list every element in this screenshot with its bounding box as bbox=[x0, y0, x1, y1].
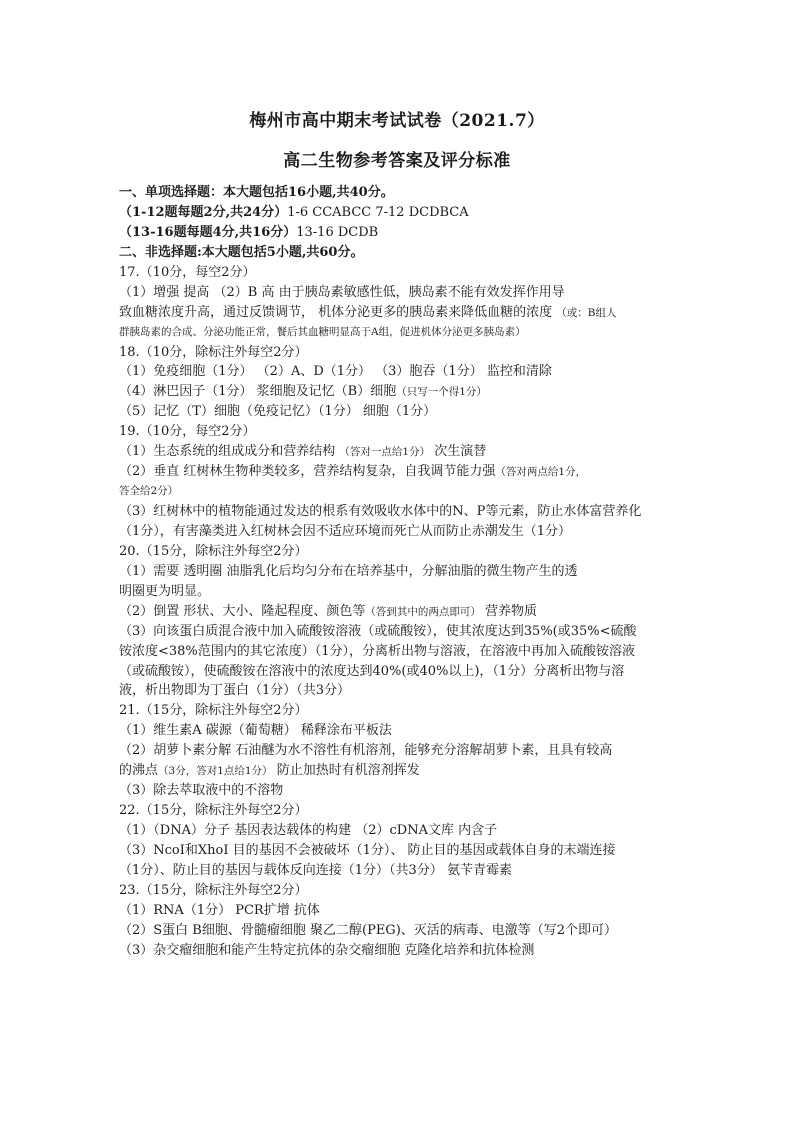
q21-heading: 21.（15分，除标注外每空2分） bbox=[119, 703, 308, 719]
q20-line3-text: （2）倒置 形状、大小、隆起程度、颜色等 bbox=[119, 603, 366, 619]
q18-line2-note: （只写一个得1分） bbox=[396, 386, 487, 399]
q20-line5: 铵浓度<38%范围内的其它浓度）（1分），分离析出物与溶液，在溶液中再加入硫酸铵溶液 bbox=[119, 643, 636, 659]
q21-line3-note: （3分，答对1点给1分） bbox=[158, 765, 273, 778]
q18-line1: （1）免疫细胞（1分） （2）A、D（1分） （3）胞吞（1分） 监控和清除 bbox=[119, 364, 552, 380]
q19-line1 bbox=[119, 442, 679, 462]
section1-heading: 一、单项选择题：本大题包括16小题,共40分。 bbox=[119, 185, 394, 200]
q19-line1-text: （1）生态系统的组成成分和营养结构 bbox=[119, 444, 340, 460]
section1-row1 bbox=[119, 203, 679, 223]
answer-content bbox=[119, 183, 679, 961]
q23-line1: （1）RNA（1分） PCR扩增 抗体 bbox=[119, 902, 320, 918]
q20-line4: （3）向该蛋白质混合液中加入硫酸铵溶液（或硫酸铵），使其浓度达到35%(或35%<硫酸 bbox=[119, 623, 637, 639]
q19-line5: （1分），有害藻类进入红树林会因不适应环境而死亡从而防止赤潮发生（1分） bbox=[119, 523, 572, 539]
page-title: 梅州市高中期末考试试卷（2021.7） bbox=[249, 111, 545, 131]
q20-heading: 20.（15分，除标注外每空2分） bbox=[119, 543, 308, 559]
q19-line3-note: 答全给2分） bbox=[119, 485, 179, 498]
q17-line2-text: 致血糖浓度升高，通过反馈调节， 机体分泌更多的胰岛素来降低血糖的浓度 bbox=[119, 304, 557, 320]
q19-line1-answer: 次生演替 bbox=[430, 444, 487, 460]
q17-line3-note: 群胰岛素的合成、分泌功能正常，餐后其血糖明显高于A组，促进机体分泌更多胰岛素） bbox=[119, 325, 526, 338]
q21-line2: （2）胡萝卜素分解 石油醚为水不溶性有机溶剂，能够充分溶解胡萝卜素，且具有较高 bbox=[119, 743, 613, 759]
q20-line2: 明圈更为明显。 bbox=[119, 583, 211, 599]
q22-line1: （1）（DNA）分子 基因表达载体的构建 （2）cDNA文库 内含子 bbox=[119, 823, 498, 838]
q21-line3-answer: 防止加热时有机溶剂挥发 bbox=[272, 763, 420, 779]
q20-line7: 液，析出物即为丁蛋白（1分）（共3分） bbox=[119, 683, 351, 699]
q17-line2 bbox=[119, 303, 679, 323]
q22-heading: 22.（15分，除标注外每空2分） bbox=[119, 803, 308, 819]
section1-row2 bbox=[119, 223, 679, 243]
q20-line3 bbox=[119, 602, 679, 622]
q22-line3: （1分）、防止目的基因与载体反向连接（1分）（共3分） 氨苄青霉素 bbox=[119, 862, 512, 878]
q19-line1-note: （答对一点给1分） bbox=[339, 446, 431, 459]
q21-line4: （3）除去萃取液中的不溶物 bbox=[119, 783, 284, 799]
q23-line3: （3）杂交瘤细胞和能产生特定抗体的杂交瘤细胞 克隆化培养和抗体检测 bbox=[119, 942, 535, 958]
q22-line2: （3）NcoI和XhoI 目的基因不会被破坏（1分）、 防止目的基因或载体自身的末端连接 bbox=[119, 842, 616, 858]
q17-heading: 17.（10分，每空2分） bbox=[119, 264, 256, 280]
q23-line2: （2）S蛋白 B细胞、骨髓瘤细胞 聚乙二醇(PEG)、灭活的病毒、电激等（写2个即可） bbox=[119, 922, 618, 938]
q21-line3 bbox=[119, 761, 679, 781]
section1-row1-label: （1-12题每题2分,共24分） bbox=[119, 204, 288, 220]
q20-line3-note: （答到其中的两点即可） bbox=[365, 605, 481, 618]
section1-row2-answers: 13-16 DCDB bbox=[296, 224, 379, 240]
section1-row1-answers: 1-6 CCABCC 7-12 DCDBCA bbox=[287, 204, 469, 220]
q19-line2-text: （2）垂直 红树林生物种类较多，营养结构复杂，自我调节能力强 bbox=[119, 464, 496, 480]
section1-row2-label: （13-16题每题4分,共16分） bbox=[119, 224, 297, 240]
q18-line2 bbox=[119, 382, 679, 402]
q17-line1: （1）增强 提高 （2）B 高 由于胰岛素敏感性低，胰岛素不能有效发挥作用导 bbox=[119, 284, 565, 300]
q19-line2 bbox=[119, 462, 679, 482]
q21-line1: （1）维生素A 碳源（葡萄糖） 稀释涂布平板法 bbox=[119, 723, 392, 739]
q18-heading: 18.（10分，除标注外每空2分） bbox=[119, 344, 308, 360]
q19-line2-note: （答对两点给1分， bbox=[495, 466, 587, 479]
q19-heading: 19.（10分，每空2分） bbox=[119, 424, 256, 440]
q20-line3-answer: 营养物质 bbox=[480, 603, 538, 619]
q20-line1: （1）需要 透明圈 油脂乳化后均匀分布在培养基中，分解油脂的微生物产生的透 bbox=[119, 563, 578, 579]
q18-line3: （5）记忆（T）细胞（免疫记忆）（1分） 细胞（1分） bbox=[119, 404, 437, 420]
q17-line2-note: （或：B组人 bbox=[556, 306, 617, 319]
q19-line4: （3）红树林中的植物能通过发达的根系有效吸收水体中的N、P等元素，防止水体富营养化 bbox=[119, 504, 642, 519]
q18-line2-text: （4）淋巴因子（1分） 浆细胞及记忆（B）细胞 bbox=[119, 384, 397, 400]
q20-line6: （或硫酸铵），使硫酸铵在溶液中的浓度达到40%(或40%以上)，（1分）分离析出物与溶 bbox=[119, 663, 625, 679]
section2-heading: 二、非选择题:本大题包括5小题,共60分。 bbox=[119, 244, 364, 260]
q21-line3-text: 的沸点 bbox=[119, 763, 159, 779]
page-subtitle: 高二生物参考答案及评分标准 bbox=[283, 151, 511, 171]
q23-heading: 23.（15分，除标注外每空2分） bbox=[119, 882, 308, 898]
